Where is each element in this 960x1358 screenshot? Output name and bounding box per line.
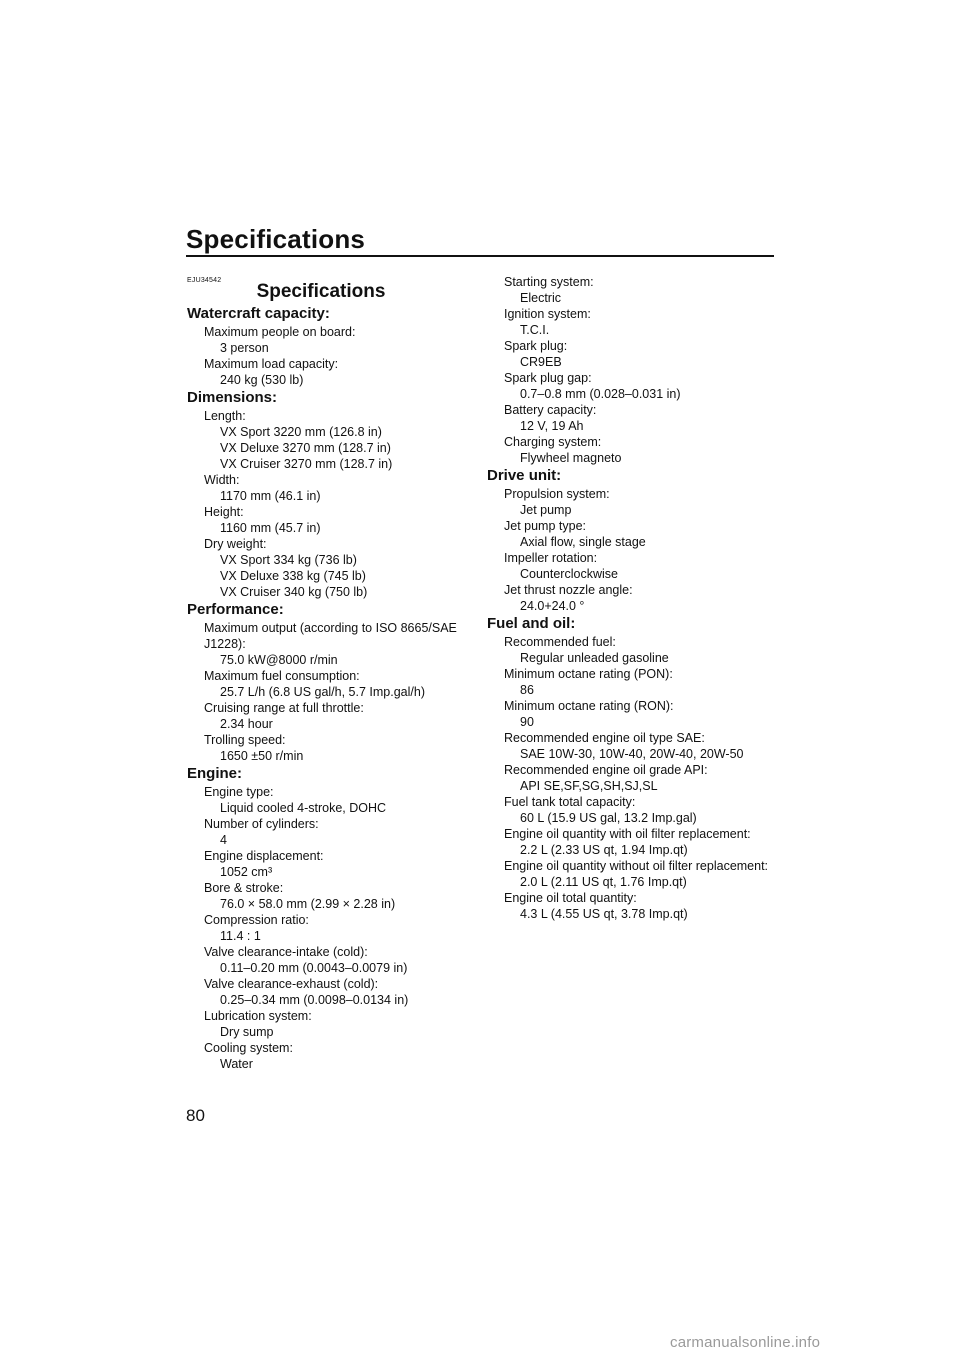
spec-value: Electric (520, 291, 561, 305)
spec-label: Recommended fuel: (504, 635, 616, 649)
watermark: carmanualsonline.info (670, 1334, 821, 1351)
spec-value: Liquid cooled 4-stroke, DOHC (220, 801, 387, 815)
spec-value: 4.3 L (4.55 US qt, 3.78 Imp.qt) (520, 907, 688, 921)
spec-label: Spark plug gap: (504, 371, 592, 385)
spec-value: VX Sport 334 kg (736 lb) (220, 553, 357, 567)
spec-value: 1650 ±50 r/min (220, 749, 304, 763)
spec-value: 24.0+24.0 ° (520, 599, 585, 613)
spec-group-heading: Watercraft capacity: (187, 305, 330, 322)
spec-value: 86 (520, 683, 534, 697)
spec-label: Dry weight: (204, 537, 267, 551)
spec-label: Cooling system: (204, 1041, 293, 1055)
spec-group-heading: Engine: (187, 765, 242, 782)
spec-value: Flywheel magneto (520, 451, 622, 465)
spec-value: 1160 mm (45.7 in) (220, 521, 321, 535)
spec-label: Engine oil quantity with oil filter replacement: (504, 827, 751, 841)
spec-value: VX Deluxe 338 kg (745 lb) (220, 569, 366, 583)
spec-label: Minimum octane rating (RON): (504, 699, 674, 713)
spec-label: Fuel tank total capacity: (504, 795, 636, 809)
spec-value: 25.7 L/h (6.8 US gal/h, 5.7 Imp.gal/h) (220, 685, 425, 699)
spec-label: Width: (204, 473, 240, 487)
spec-value: 1052 cm³ (220, 865, 273, 879)
spec-label: Valve clearance-intake (cold): (204, 945, 368, 959)
spec-value: 60 L (15.9 US gal, 13.2 Imp.gal) (520, 811, 697, 825)
spec-label: Jet thrust nozzle angle: (504, 583, 633, 597)
spec-value: Jet pump (520, 503, 572, 517)
document-code: EJU34542 (187, 277, 222, 284)
spec-value: 11.4 : 1 (220, 929, 261, 943)
spec-value: T.C.I. (520, 323, 550, 337)
spec-label: Number of cylinders: (204, 817, 319, 831)
spec-label: Height: (204, 505, 244, 519)
spec-label: Charging system: (504, 435, 602, 449)
spec-label: Maximum output (according to ISO 8665/SAE J1228): (204, 621, 457, 651)
spec-value: Counterclockwise (520, 567, 618, 581)
spec-value: 0.7–0.8 mm (0.028–0.031 in) (520, 387, 681, 401)
spec-value: SAE 10W-30, 10W-40, 20W-40, 20W-50 (520, 747, 744, 761)
spec-value: CR9EB (520, 355, 562, 369)
spec-label: Bore & stroke: (204, 881, 284, 895)
spec-value: Dry sump (220, 1025, 274, 1039)
spec-value: 2.0 L (2.11 US qt, 1.76 Imp.qt) (520, 875, 687, 889)
left-column (188, 304, 478, 1072)
spec-value: 0.25–0.34 mm (0.0098–0.0134 in) (220, 993, 409, 1007)
spec-value: VX Cruiser 340 kg (750 lb) (220, 585, 368, 599)
spec-label: Maximum load capacity: (204, 357, 339, 371)
spec-label: Lubrication system: (204, 1009, 312, 1023)
spec-value: 76.0 × 58.0 mm (2.99 × 2.28 in) (220, 897, 396, 911)
spec-label: Engine oil quantity without oil filter replacement: (504, 859, 769, 873)
spec-value: 3 person (220, 341, 269, 355)
spec-label: Battery capacity: (504, 403, 597, 417)
spec-value: 12 V, 19 Ah (520, 419, 584, 433)
spec-label: Maximum fuel consumption: (204, 669, 360, 683)
spec-label: Impeller rotation: (504, 551, 598, 565)
spec-value: 0.11–0.20 mm (0.0043–0.0079 in) (220, 961, 408, 975)
spec-label: Engine type: (204, 785, 274, 799)
spec-label: Cruising range at full throttle: (204, 701, 364, 715)
spec-label: Recommended engine oil grade API: (504, 763, 708, 777)
section-heading: Specifications (256, 281, 386, 302)
spec-value: 4 (220, 833, 227, 847)
spec-value: VX Cruiser 3270 mm (128.7 in) (220, 457, 393, 471)
page-number: 80 (186, 1106, 205, 1125)
spec-value: 75.0 kW@8000 r/min (220, 653, 338, 667)
spec-group-heading: Dimensions: (187, 389, 278, 406)
spec-value: VX Sport 3220 mm (126.8 in) (220, 425, 382, 439)
spec-label: Valve clearance-exhaust (cold): (204, 977, 379, 991)
spec-group-heading: Fuel and oil: (487, 615, 576, 632)
spec-value: API SE,SF,SG,SH,SJ,SL (520, 779, 658, 793)
spec-label: Jet pump type: (504, 519, 586, 533)
spec-label: Starting system: (504, 275, 594, 289)
right-column (488, 274, 778, 922)
spec-label: Trolling speed: (204, 733, 286, 747)
spec-label: Recommended engine oil type SAE: (504, 731, 705, 745)
spec-value: Axial flow, single stage (520, 535, 646, 549)
spec-label: Ignition system: (504, 307, 591, 321)
spec-value: 2.34 hour (220, 717, 273, 731)
page-header (186, 222, 774, 257)
spec-label: Spark plug: (504, 339, 568, 353)
spec-label: Engine displacement: (204, 849, 324, 863)
spec-value: 240 kg (530 lb) (220, 373, 304, 387)
spec-label: Engine oil total quantity: (504, 891, 637, 905)
spec-value: Regular unleaded gasoline (520, 651, 669, 665)
spec-value: Water (220, 1057, 253, 1071)
spec-label: Compression ratio: (204, 913, 309, 927)
spec-value: 1170 mm (46.1 in) (220, 489, 321, 503)
page-title: Specifications (186, 224, 366, 254)
spec-group-heading: Performance: (187, 601, 284, 618)
spec-value: 90 (520, 715, 534, 729)
spec-value: VX Deluxe 3270 mm (128.7 in) (220, 441, 391, 455)
spec-label: Length: (204, 409, 246, 423)
spec-group-heading: Drive unit: (487, 467, 562, 484)
spec-label: Minimum octane rating (PON): (504, 667, 673, 681)
spec-label: Propulsion system: (504, 487, 610, 501)
spec-value: 2.2 L (2.33 US qt, 1.94 Imp.qt) (520, 843, 688, 857)
spec-label: Maximum people on board: (204, 325, 356, 339)
